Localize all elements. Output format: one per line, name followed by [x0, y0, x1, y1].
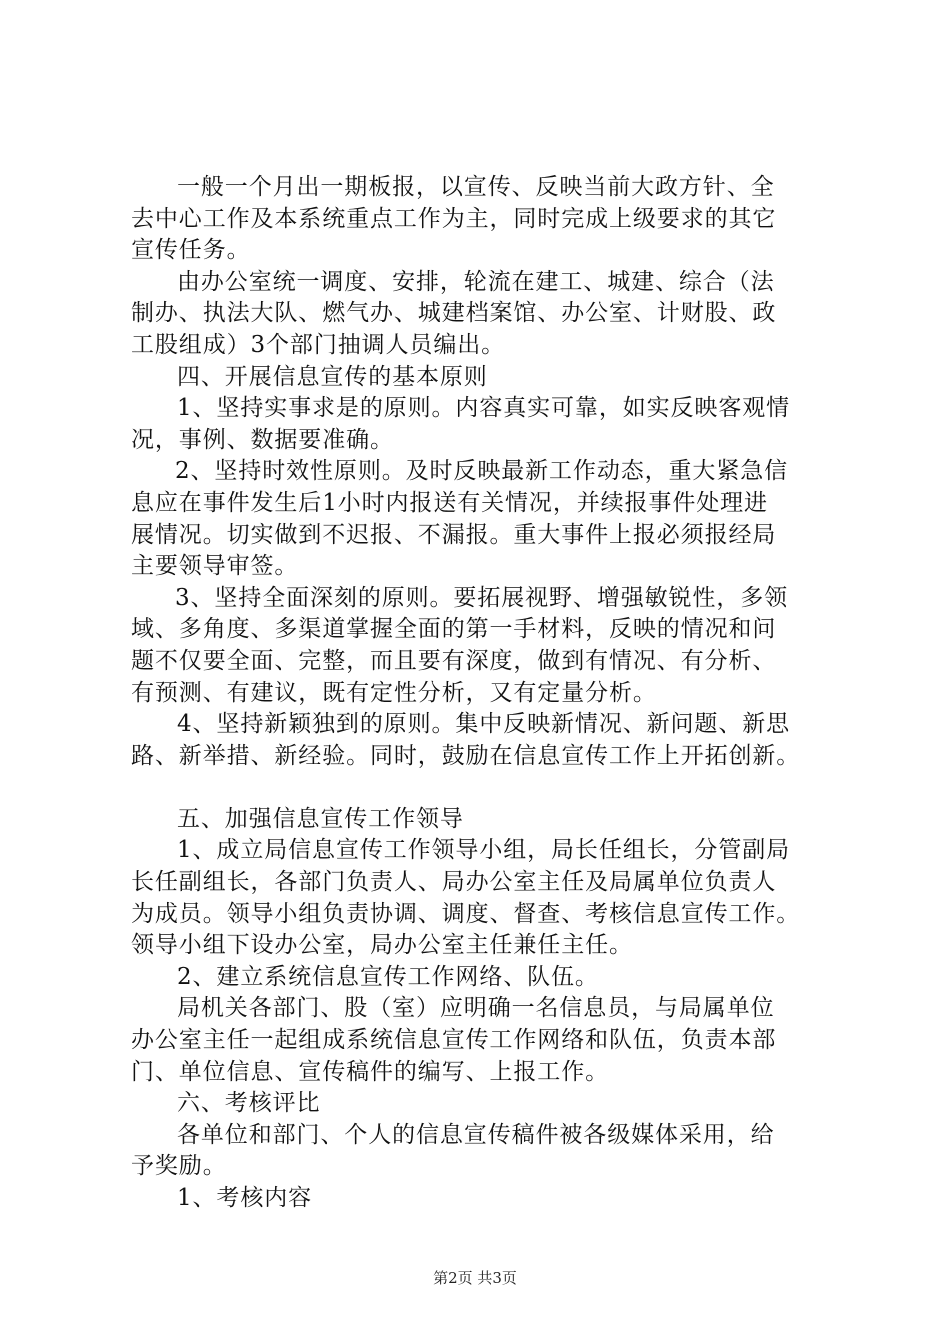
text-line: 主要领导审签。	[131, 553, 299, 580]
text-line: 一般一个月出一期板报，以宣传、反映当前大政方针、全	[177, 174, 775, 200]
text-line: 展情况。切实做到不迟报、不漏报。重大事件上报必须报经局	[131, 521, 777, 548]
text-line: 领导小组下设办公室，局办公室主任兼任主任。	[131, 932, 633, 959]
text-line: 有预测、有建议，既有定性分析，又有定量分析。	[131, 679, 657, 706]
text-line: 况，事例、数据要准确。	[131, 426, 394, 453]
text-line: 题不仅要全面、完整，而且要有深度，做到有情况、有分析、	[131, 647, 777, 674]
text-line: 局机关各部门、股（室）应明确一名信息员，与局属单位	[177, 995, 775, 1022]
section-heading: 五、加强信息宣传工作领导	[177, 805, 464, 832]
text-line: 予奖励。	[131, 1153, 227, 1180]
text-line: 3、坚持全面深刻的原则。要拓展视野、增强敏锐性，多领	[175, 584, 789, 611]
text-line: 2、建立系统信息宣传工作网络、队伍。	[177, 963, 599, 990]
paragraph-gap	[131, 772, 841, 804]
page-number-footer: 第2页 共3页	[433, 1269, 517, 1287]
text-line: 1、坚持实事求是的原则。内容真实可靠，如实反映客观情	[177, 395, 791, 422]
text-line: 1、考核内容	[177, 1185, 313, 1211]
text-line: 1、成立局信息宣传工作领导小组，局长任组长，分管副局	[177, 837, 791, 864]
text-line: 息应在事件发生后1小时内报送有关情况，并续报事件处理进	[131, 489, 768, 516]
section-heading: 四、开展信息宣传的基本原则	[177, 363, 488, 390]
text-line: 路、新举措、新经验。同时，鼓励在信息宣传工作上开拓创新。	[131, 742, 801, 769]
document-body	[131, 172, 841, 1215]
text-line: 各单位和部门、个人的信息宣传稿件被各级媒体采用，给	[177, 1121, 775, 1148]
section-heading: 六、考核评比	[177, 1090, 321, 1117]
text-line: 为成员。领导小组负责协调、调度、督查、考核信息宣传工作。	[131, 900, 801, 927]
text-line: 由办公室统一调度、安排，轮流在建工、城建、综合（法	[177, 268, 775, 295]
text-line: 去中心工作及本系统重点工作为主，同时完成上级要求的其它	[131, 205, 777, 232]
text-line: 域、多角度、多渠道掌握全面的第一手材料，反映的情况和问	[131, 616, 777, 643]
text-line: 宣传任务。	[131, 237, 251, 264]
text-line: 工股组成）3个部门抽调人员编出。	[131, 331, 506, 358]
text-line: 办公室主任一起组成系统信息宣传工作网络和队伍，负责本部	[131, 1027, 777, 1054]
text-line: 长任副组长，各部门负责人、局办公室主任及局属单位负责人	[131, 869, 777, 896]
text-line: 制办、执法大队、燃气办、城建档案馆、办公室、计财股、政	[131, 300, 777, 327]
text-line: 2、坚持时效性原则。及时反映最新工作动态，重大紧急信	[175, 458, 789, 485]
text-line: 4、坚持新颖独到的原则。集中反映新情况、新问题、新思	[177, 711, 791, 738]
text-line: 门、单位信息、宣传稿件的编写、上报工作。	[131, 1058, 609, 1085]
